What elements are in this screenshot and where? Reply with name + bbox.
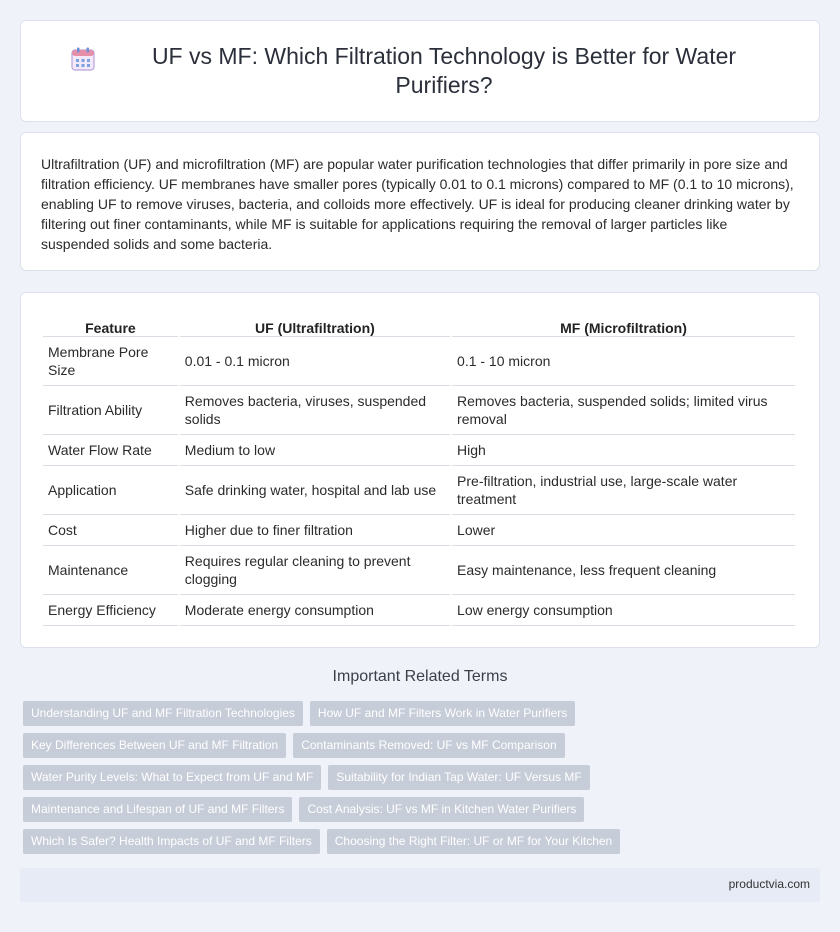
chip-row [23, 701, 823, 733]
table-cell-mf: 0.1 - 10 micron [452, 337, 795, 386]
table-row [43, 386, 795, 435]
table-cell-mf: Easy maintenance, less frequent cleaning [452, 546, 795, 595]
related-term-chip[interactable]: Understanding UF and MF Filtration Technologies [23, 701, 303, 726]
calendar-icon [70, 46, 96, 72]
related-term-chip[interactable]: Choosing the Right Filter: UF or MF for Your Kitchen [327, 829, 620, 854]
footer-site-link[interactable]: productvia.com [728, 877, 810, 891]
table-cell-mf: Low energy consumption [452, 595, 795, 626]
table-cell-feature: Application [43, 466, 178, 515]
intro-card [20, 132, 820, 271]
table-cell-mf: High [452, 435, 795, 466]
table-cell-feature: Water Flow Rate [43, 435, 178, 466]
table-row [43, 337, 795, 386]
chip-row [23, 733, 823, 765]
table-row [43, 466, 795, 515]
related-term-chip[interactable]: How UF and MF Filters Work in Water Purifiers [310, 701, 575, 726]
table-cell-mf: Removes bacteria, suspended solids; limited virus removal [452, 386, 795, 435]
page-title: UF vs MF: Which Filtration Technology is Better for Water Purifiers? [151, 43, 737, 98]
table-header-mf: MF (Microfiltration) [452, 317, 795, 337]
table-cell-uf: Removes bacteria, viruses, suspended solids [180, 386, 450, 435]
chip-row [23, 829, 823, 861]
related-term-chip[interactable]: Suitability for Indian Tap Water: UF Versus MF [328, 765, 589, 790]
table-cell-uf: Moderate energy consumption [180, 595, 450, 626]
table-cell-feature: Energy Efficiency [43, 595, 178, 626]
table-header-uf: UF (Ultrafiltration) [180, 317, 450, 337]
table-cell-uf: Medium to low [180, 435, 450, 466]
related-term-chip[interactable]: Which Is Safer? Health Impacts of UF and MF Filters [23, 829, 320, 854]
table-cell-feature: Maintenance [43, 546, 178, 595]
table-row [43, 435, 795, 466]
table-row [43, 595, 795, 626]
table-cell-uf: Safe drinking water, hospital and lab use [180, 466, 450, 515]
table-cell-mf: Lower [452, 515, 795, 546]
footer [20, 868, 820, 902]
intro-paragraph: Ultrafiltration (UF) and microfiltration (MF) are popular water purification technologies that differ primarily in pore size and filtration efficiency. UF membranes have smaller pores (typically 0.01 to 0.1 microns) compared to MF (0.1 to 10 microns), enabling UF to remove viruses, bacteria, and colloids more effectively. UF is ideal for producing cleaner drinking water by filtering out finer contaminants, while MF is suitable for applications requiring the removal of larger particles like suspended solids and some bacteria. [41, 156, 794, 252]
table-cell-uf: Requires regular cleaning to prevent clogging [180, 546, 450, 595]
title-card [20, 20, 820, 122]
table-cell-uf: 0.01 - 0.1 micron [180, 337, 450, 386]
table-cell-mf: Pre-filtration, industrial use, large-scale water treatment [452, 466, 795, 515]
table-row [43, 546, 795, 595]
related-term-chip[interactable]: Maintenance and Lifespan of UF and MF Filters [23, 797, 292, 822]
chip-row [23, 797, 823, 829]
related-terms-list [23, 701, 823, 861]
table-cell-feature: Cost [43, 515, 178, 546]
table-row [43, 515, 795, 546]
comparison-table [41, 317, 797, 626]
table-header-feature: Feature [43, 317, 178, 337]
table-cell-feature: Membrane Pore Size [43, 337, 178, 386]
related-term-chip[interactable]: Key Differences Between UF and MF Filtration [23, 733, 286, 758]
title-wrap [70, 42, 770, 100]
table-cell-feature: Filtration Ability [43, 386, 178, 435]
related-terms-heading: Important Related Terms [332, 668, 508, 685]
comparison-card [20, 292, 820, 648]
related-term-chip[interactable]: Water Purity Levels: What to Expect from UF and MF [23, 765, 321, 790]
table-cell-uf: Higher due to finer filtration [180, 515, 450, 546]
related-term-chip[interactable]: Cost Analysis: UF vs MF in Kitchen Water Purifiers [299, 797, 584, 822]
chip-row [23, 765, 823, 797]
related-term-chip[interactable]: Contaminants Removed: UF vs MF Comparison [293, 733, 564, 758]
